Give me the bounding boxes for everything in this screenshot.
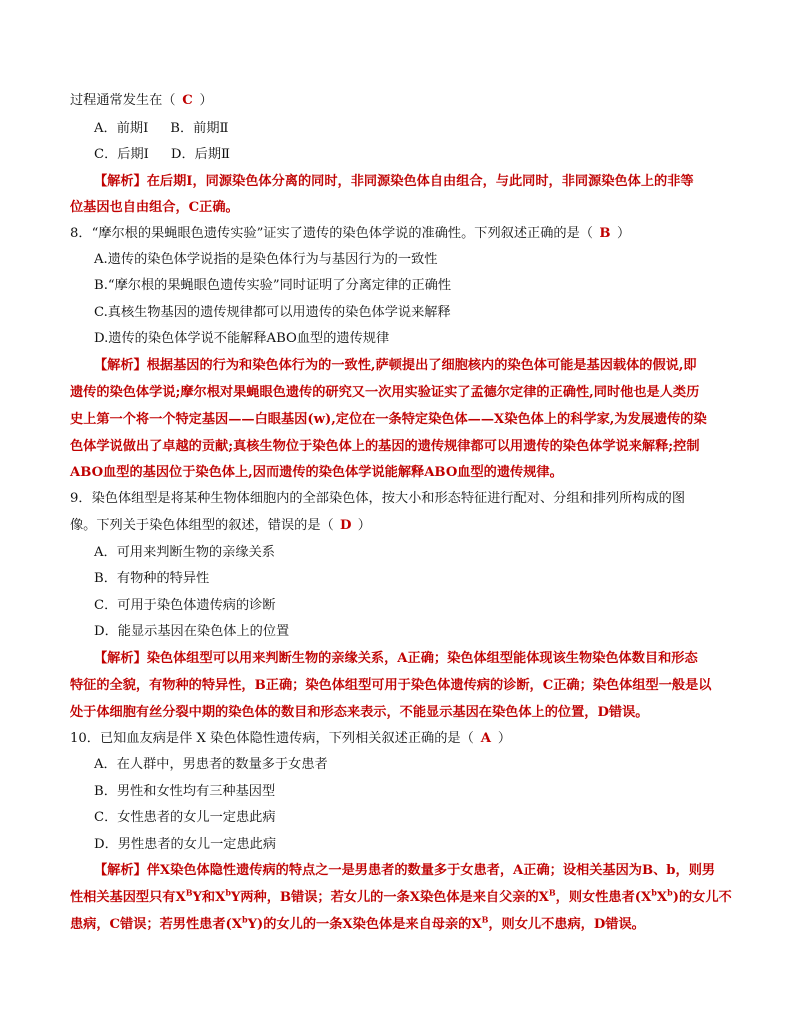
q10-explanation-line1: 【解析】伴X染色体隐性遗传病的特点之一是男患者的数量多于女患者，A正确；设相关基因为B、b，则男 xyxy=(94,863,716,878)
q8-explanation-line5: ABO血型的基因位于染色体上,因而遗传的染色体学说能解释ABO血型的遗传规律。 xyxy=(70,465,563,480)
q10-option-b: B．男性和女性均有三种基因型 xyxy=(94,784,276,799)
q8-option-d: D.遗传的染色体学说不能解释ABO血型的遗传规律 xyxy=(94,331,390,346)
q10-exp2-part-b: Y和X xyxy=(192,890,226,905)
q9-option-c: C．可用于染色体遗传病的诊断 xyxy=(94,598,276,613)
q9-explanation-line3: 处于体细胞有丝分裂中期的染色体的数目和形态来表示，不能显示基因在染色体上的位置，D错误。 xyxy=(70,705,649,720)
q10-explanation-line2 xyxy=(70,889,732,907)
q10-bracket-close: ） xyxy=(497,731,511,746)
q8-answer: B xyxy=(599,226,611,241)
q8-option-a: A.遗传的染色体学说指的是染色体行为与基因行为的一致性 xyxy=(94,252,438,267)
q9-option-a: A．可用来判断生物的亲缘关系 xyxy=(94,545,275,560)
q8-explanation-line2: 遗传的染色体学说;摩尔根对果蝇眼色遗传的研究又一次用实验证实了孟德尔定律的正确性,同时他也是人类历 xyxy=(70,385,700,400)
q10-explanation-line3 xyxy=(70,916,645,934)
q10-exp2-sup2: b xyxy=(225,887,231,898)
q8-explanation-line3: 史上第一个将一个特定基因——白眼基因(w),定位在一条特定染色体——X染色体上的科学家,为发展遗传的染 xyxy=(70,412,707,427)
q7-option-c: C．后期Ⅰ xyxy=(94,147,149,162)
q9-stem-line1: 9．染色体组型是将某种生物体细胞内的全部染色体，按大小和形态特征进行配对、分组和排列所构成的图 xyxy=(70,491,686,506)
q10-option-d: D．男性患者的女儿一定患此病 xyxy=(94,837,277,852)
q10-exp2-sup1: B xyxy=(185,887,193,898)
q7-options-row2 xyxy=(94,146,230,164)
q7-explanation-line2: 位基因也自由组合，C正确。 xyxy=(70,200,239,215)
q7-explanation-line1: 【解析】在后期Ⅰ，同源染色体分离的同时，非同源染色体自由组合，与此同时，非同源染色体上的非等 xyxy=(94,174,694,189)
q10-exp2-sup5: b xyxy=(667,887,673,898)
q10-stem xyxy=(70,730,511,748)
q8-stem-text: 8．“摩尔根的果蝇眼色遗传实验”证实了遗传的染色体学说的准确性。下列叙述正确的是（ xyxy=(70,226,593,241)
q10-exp2-part-e: X xyxy=(656,890,668,905)
q7-answer: C xyxy=(182,93,193,108)
q7-stem-continued xyxy=(70,92,213,110)
q10-option-c: C．女性患者的女儿一定患此病 xyxy=(94,810,276,825)
q8-bracket-close: ） xyxy=(617,226,631,241)
q10-exp3-sup1: b xyxy=(242,914,248,925)
q8-option-c: C.真核生物基因的遗传规律都可以用遗传的染色体学说来解释 xyxy=(94,305,451,320)
q10-exp2-part-d: ，则女性患者(X xyxy=(555,890,652,905)
q10-exp3-part-b: Y)的女儿的一条X染色体是来自母亲的X xyxy=(247,917,482,932)
q10-exp2-part-a: 性相关基因型只有X xyxy=(70,890,186,905)
q7-bracket-close: ） xyxy=(199,93,213,108)
q10-exp3-part-c: ，则女儿不患病，D错误。 xyxy=(488,917,645,932)
q7-options-row1 xyxy=(94,120,229,138)
q10-exp2-sup3: B xyxy=(548,887,556,898)
q10-exp2-part-f: )的女儿不 xyxy=(672,890,732,905)
q10-exp2-part-c: Y两种，B错误；若女儿的一条X染色体是来自父亲的X xyxy=(230,890,549,905)
q8-explanation-line1: 【解析】根据基因的行为和染色体行为的一致性,萨顿提出了细胞核内的染色体可能是基因载体的假说,即 xyxy=(94,358,697,373)
q7-option-d: D．后期Ⅱ xyxy=(170,147,230,162)
q9-bracket-close: ） xyxy=(357,518,371,533)
q9-explanation-line2: 特征的全貌，有物种的特异性，B正确；染色体组型可用于染色体遗传病的诊断，C正确；染色体组型一般是以 xyxy=(70,678,712,693)
q8-option-b: B.“摩尔根的果蝇眼色遗传实验”同时证明了分离定律的正确性 xyxy=(94,278,452,293)
q10-exp3-part-a: 患病，C错误；若男性患者(X xyxy=(70,917,243,932)
q9-stem-text: 像。下列关于染色体组型的叙述，错误的是（ xyxy=(70,518,334,533)
q9-stem-line2 xyxy=(70,517,371,535)
q10-stem-text: 10．已知血友病是伴 X 染色体隐性遗传病，下列相关叙述正确的是（ xyxy=(70,731,474,746)
q9-answer: D xyxy=(340,518,352,533)
q9-explanation-line1: 【解析】染色体组型可以用来判断生物的亲缘关系，A正确；染色体组型能体现该生物染色体数目和形态 xyxy=(94,651,698,666)
q10-option-a: A．在人群中，男患者的数量多于女患者 xyxy=(94,757,328,772)
q7-option-b: B．前期Ⅱ xyxy=(170,121,229,136)
q7-stem-text: 过程通常发生在（ xyxy=(70,93,176,108)
q10-exp3-sup2: B xyxy=(481,914,489,925)
q9-option-b: B．有物种的特异性 xyxy=(94,571,210,586)
q9-option-d: D．能显示基因在染色体上的位置 xyxy=(94,624,290,639)
q10-exp2-sup4: b xyxy=(651,887,657,898)
q10-answer: A xyxy=(480,731,491,746)
q8-stem xyxy=(70,225,630,243)
q7-option-a: A．前期Ⅰ xyxy=(94,121,149,136)
q8-explanation-line4: 色体学说做出了卓越的贡献;真核生物位于染色体上的基因的遗传规律都可以用遗传的染色体学说来解释;控制 xyxy=(70,439,700,454)
